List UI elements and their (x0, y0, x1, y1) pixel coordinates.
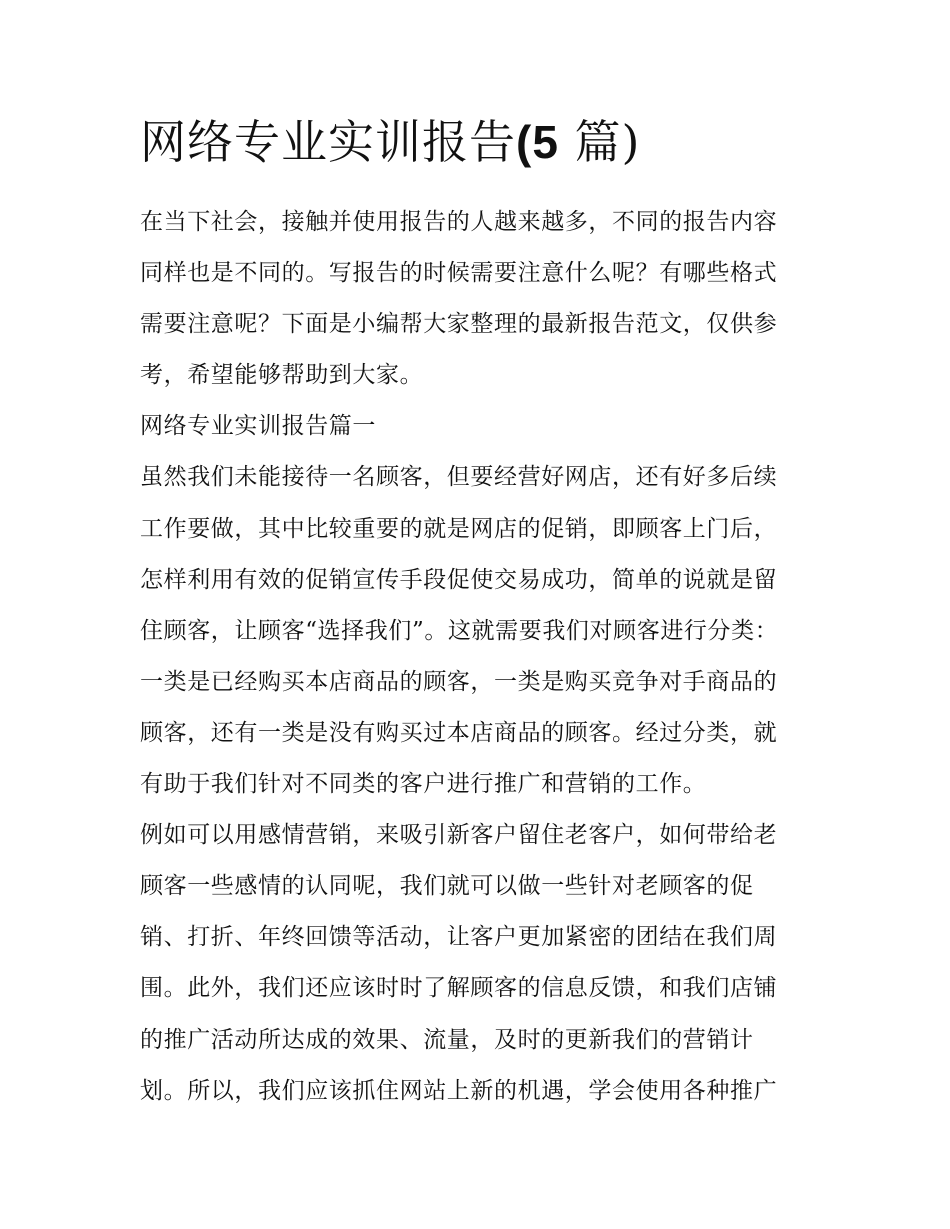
document-body (140, 197, 820, 1117)
paragraph-2-line-5: 的推广活动所达成的效果、流量，及时的更新我们的营销计 (140, 1026, 754, 1053)
intro-line-4: 考，希望能够帮助到大家。 (140, 362, 424, 389)
intro-line-2: 同样也是不同的。写报告的时候需要注意什么呢？有哪些格式 (140, 260, 778, 287)
paragraph-1-line-3: 怎样利用有效的促销宣传手段促使交易成功，简单的说就是留 (140, 566, 778, 593)
paragraph-2-line-2: 顾客一些感情的认同呢，我们就可以做一些针对老顾客的促 (140, 873, 754, 900)
paragraph-2-line-4: 围。此外，我们还应该时时了解顾客的信息反馈，和我们店铺 (140, 975, 778, 1002)
document-title (140, 112, 641, 172)
title-count: 5 (532, 116, 559, 168)
title-unit: 篇) (558, 115, 641, 169)
paragraph-1-line-5: 一类是已经购买本店商品的顾客，一类是购买竞争对手商品的 (140, 668, 778, 695)
intro-line-3: 需要注意呢？下面是小编帮大家整理的最新报告范文，仅供参 (140, 311, 778, 338)
title-paren-open: ( (516, 116, 533, 168)
intro-line-1: 在当下社会，接触并使用报告的人越来越多，不同的报告内容 (140, 209, 778, 235)
title-main: 网络专业实训报告 (140, 115, 516, 169)
paragraph-1-line-6: 顾客，还有一类是没有购买过本店商品的顾客。经过分类，就 (140, 719, 778, 746)
paragraph-2-line-3: 销、打折、年终回馈等活动，让客户更加紧密的团结在我们周 (140, 924, 778, 951)
paragraph-1-line-1: 虽然我们未能接待一名顾客，但要经营好网店，还有好多后续 (140, 464, 778, 491)
paragraph-2-line-1: 例如可以用感情营销，来吸引新客户留住老客户，如何带给老 (140, 822, 778, 849)
paragraph-1-line-7: 有助于我们针对不同类的客户进行推广和营销的工作。 (140, 771, 707, 798)
paragraph-1-line-4: 住顾客，让顾客“选择我们”。这就需要我们对顾客进行分类： (140, 617, 779, 644)
paragraph-2-line-6: 划。所以，我们应该抓住网站上新的机遇，学会使用各种推广 (140, 1077, 778, 1104)
section-heading: 网络专业实训报告篇一 (140, 413, 376, 440)
paragraph-1-line-2: 工作要做，其中比较重要的就是网店的促销，即顾客上门后， (140, 515, 778, 542)
